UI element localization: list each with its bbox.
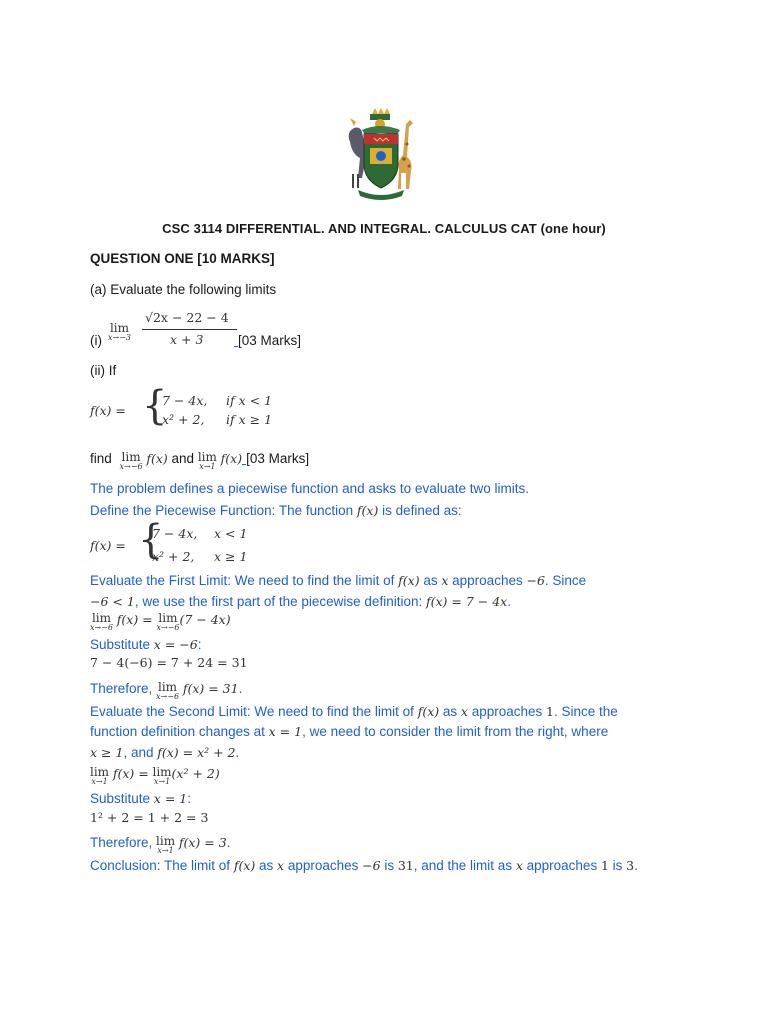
solution-arith-1: 7 − 4(−6) = 7 + 24 = 31 <box>90 655 248 670</box>
piecewise-case2-cond: if x ≥ 1 <box>226 412 273 427</box>
fraction-numerator: √2x − 22 − 4 <box>145 310 229 325</box>
question-heading: QUESTION ONE [10 MARKS] <box>90 251 275 266</box>
solution-piecewise-brace: { <box>138 517 164 563</box>
piecewise-brace: { <box>142 383 168 429</box>
solution-case2-expr: x² + 2, <box>152 549 195 564</box>
piecewise-case2-expr: x² + 2, <box>162 412 205 427</box>
exam-title: CSC 3114 DIFFERENTIAL. AND INTEGRAL. CALCULUS CAT (one hour) <box>162 221 606 236</box>
solution-line-1: The problem defines a piecewise function and asks to evaluate two limits. <box>90 481 529 496</box>
solution-line-11: x ≥ 1, and f(x) = x² + 2. <box>90 745 240 760</box>
solution-case2-cond: x ≥ 1 <box>214 549 248 564</box>
solution-case1-cond: x < 1 <box>214 526 248 541</box>
limit-fraction <box>142 310 237 350</box>
solution-piecewise-lhs: f(x) = <box>90 538 126 553</box>
solution-line-9: Evaluate the Second Limit: We need to find the limit of f(x) as x approaches 1. Since the <box>90 704 618 719</box>
solution-case1-expr: 7 − 4x, <box>152 526 198 541</box>
part-a-ii-label: (ii) If <box>90 363 117 378</box>
solution-conclusion: Conclusion: The limit of f(x) as x approaches −6 is 31, and the limit as x approaches 1 is 3. <box>90 858 638 873</box>
solution-line-6: Substitute x = −6: <box>90 637 202 652</box>
solution-arith-2: 1² + 2 = 1 + 2 = 3 <box>90 810 209 825</box>
university-coat-of-arms-icon <box>340 104 422 200</box>
piecewise-case1-cond: if x < 1 <box>226 393 273 408</box>
solution-line-13: Substitute x = 1: <box>90 791 191 806</box>
solution-limit-eq-2: lim x→1 f(x) = lim x→1 (x² + 2) <box>90 765 220 786</box>
solution-line-8: Therefore, lim x→−6 f(x) = 31. <box>90 680 243 701</box>
part-a-intro: (a) Evaluate the following limits <box>90 282 277 297</box>
fraction-denominator: x + 3 <box>170 332 204 347</box>
part-a-i-label: (i) <box>90 333 102 348</box>
part-a-i-marks: [03 Marks] <box>234 333 301 348</box>
solution-line-4: −6 < 1, we use the first part of the piecewise definition: f(x) = 7 − 4x. <box>90 594 511 609</box>
find-line: find lim x→−6 f(x) and lim x→1 f(x) [03 Marks] <box>90 450 310 471</box>
limit-operator: lim x→−3 <box>108 321 132 342</box>
piecewise-case1-expr: 7 − 4x, <box>162 393 208 408</box>
solution-line-15: Therefore, lim x→1 f(x) = 3. <box>90 834 231 855</box>
piecewise-lhs: f(x) = <box>90 403 126 418</box>
solution-limit-eq-1: lim x→−6 f(x) = lim x→−6 (7 − 4x) <box>90 611 231 632</box>
solution-line-2: Define the Piecewise Function: The function f(x) is defined as: <box>90 503 462 518</box>
solution-line-3: Evaluate the First Limit: We need to find the limit of f(x) as x approaches −6. Since <box>90 573 587 588</box>
solution-line-10: function definition changes at x = 1, we need to consider the limit from the right, where <box>90 724 609 739</box>
